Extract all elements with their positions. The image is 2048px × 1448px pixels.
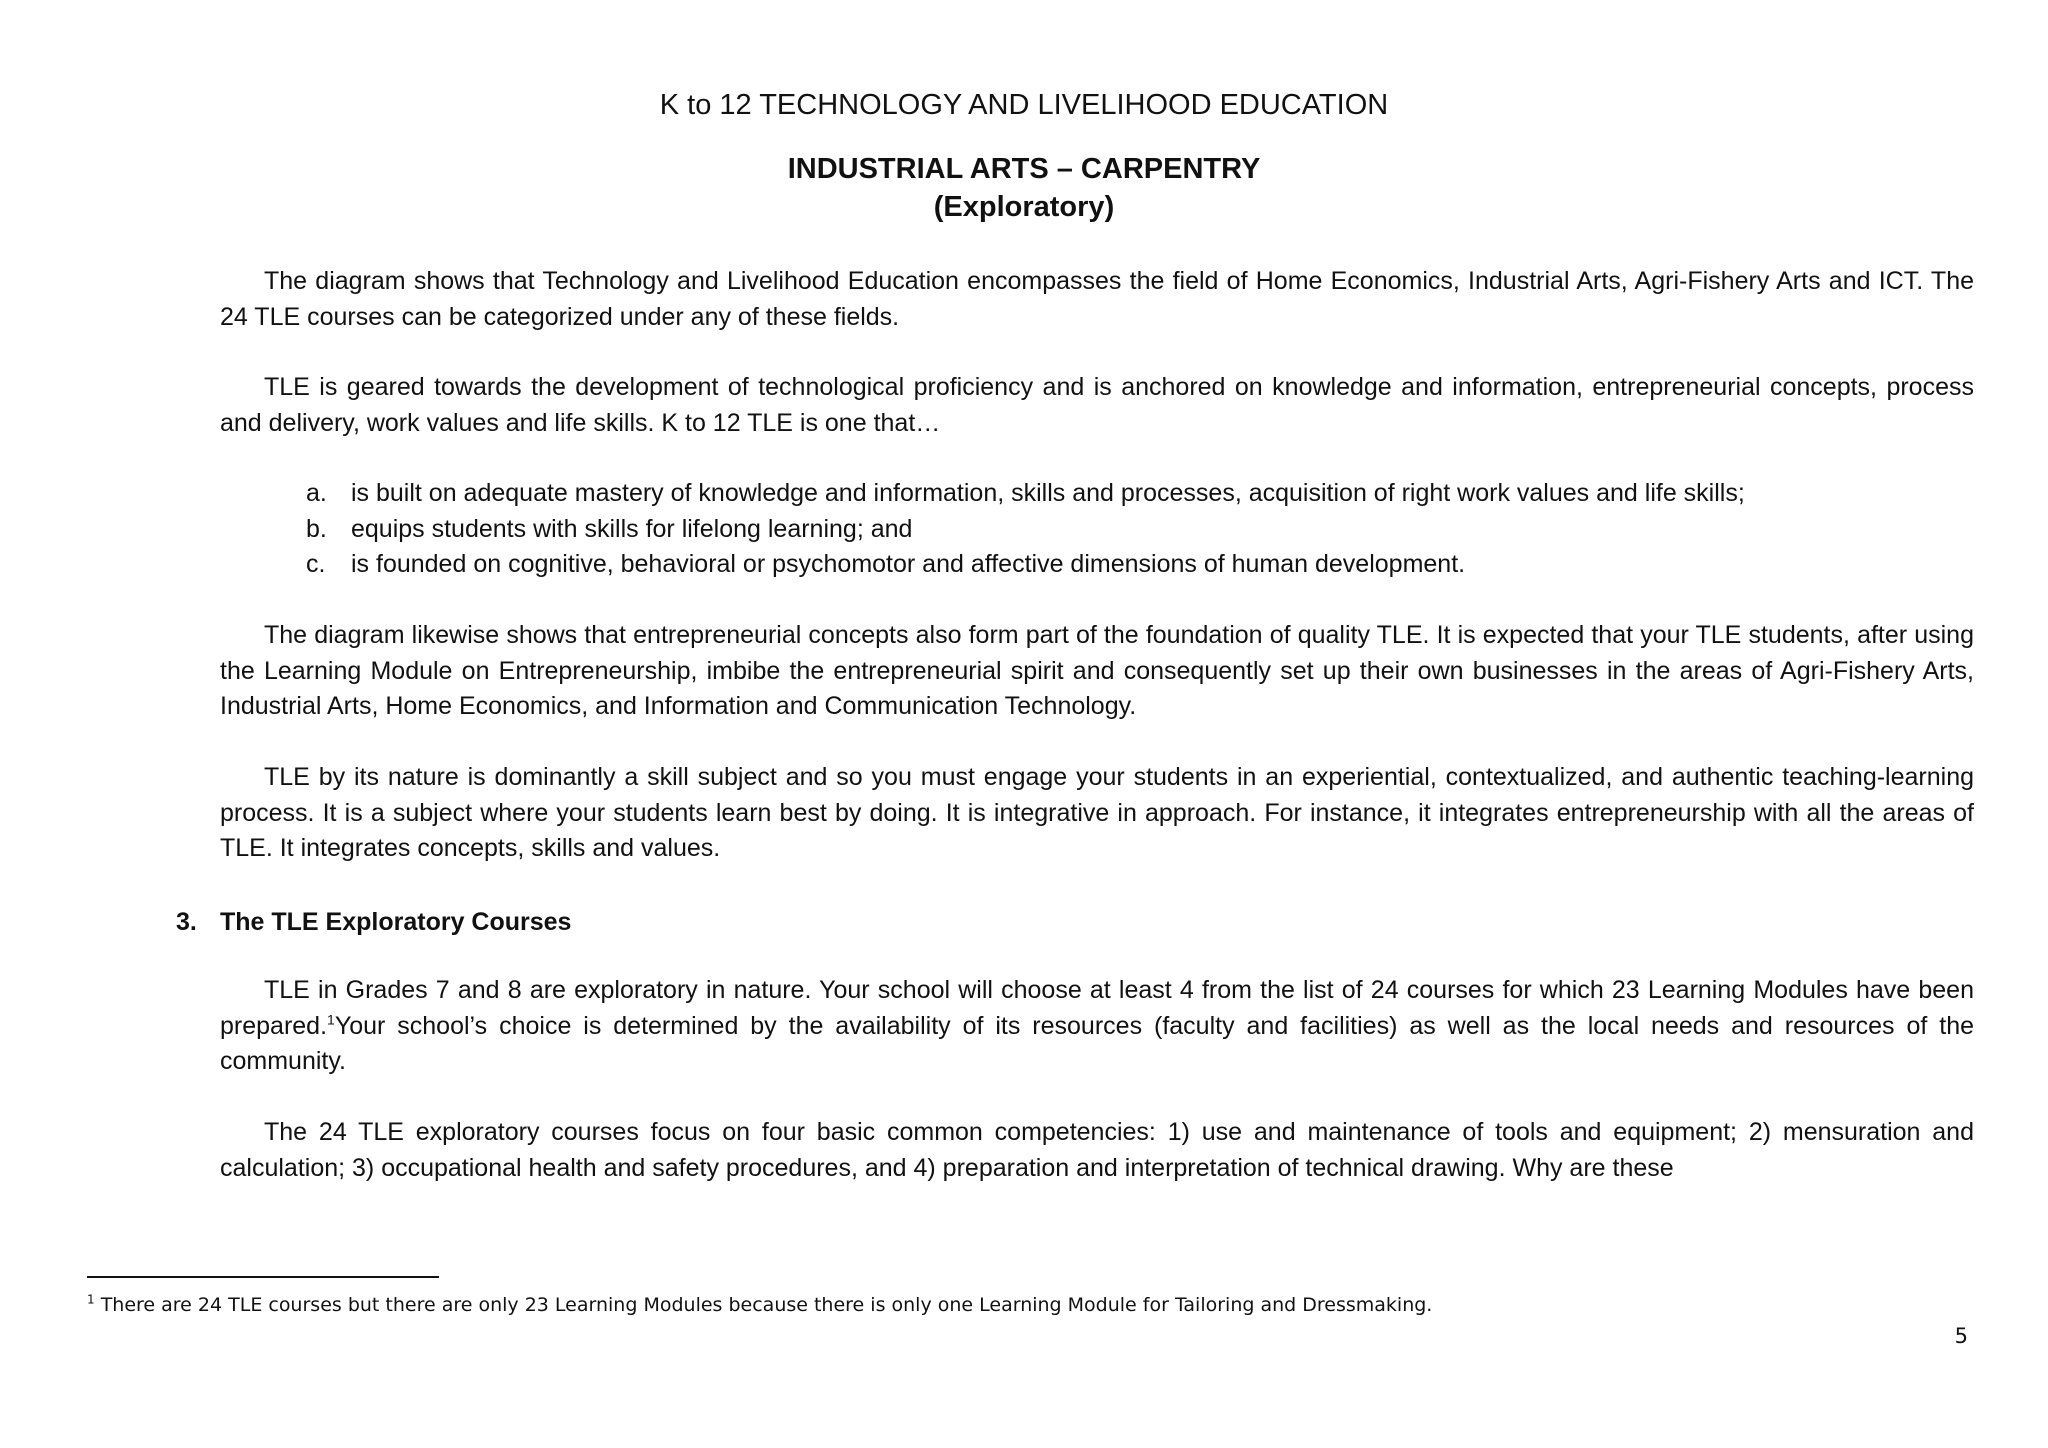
- paragraph-3: The diagram likewise shows that entrepreneurial concepts also form part of the foundation of quality TLE. It is expected that your TLE students, after using the Learning Module on Entrepreneurship, imbibe the entrepreneurial spirit and consequently set up their own businesses in the areas of Agri-Fishery Arts, Industrial Arts, Home Economics, and Information and Communication Technology.: [220, 621, 1974, 720]
- section-title: The TLE Exploratory Courses: [220, 908, 572, 936]
- subtitle-line-1: INDUSTRIAL ARTS – CARPENTRY: [787, 153, 1261, 185]
- paragraph-5: [220, 973, 1974, 1080]
- document-title: K to 12 TECHNOLOGY AND LIVELIHOOD EDUCATION: [659, 89, 1389, 121]
- paragraph-5-block: [220, 973, 1974, 1080]
- paragraph-2: TLE is geared towards the development of technological proficiency and is anchored on knowledge and information, entrepreneurial concepts, process and delivery, work values and life skills. K to 12 TLE is one that…: [220, 373, 1974, 437]
- page-number: 5: [1954, 1324, 1968, 1348]
- list-item: [306, 476, 1966, 512]
- list-item-text: is founded on cognitive, behavioral or psychomotor and affective dimensions of human development.: [351, 550, 1466, 578]
- characteristics-list: [306, 476, 1966, 583]
- list-marker: a.: [306, 479, 327, 507]
- section-number: 3.: [176, 908, 197, 936]
- list-item-text: equips students with skills for lifelong learning; and: [351, 514, 913, 543]
- footnote-marker: 1: [87, 1292, 95, 1307]
- paragraph-1: The diagram shows that Technology and Livelihood Education encompasses the field of Home Economics, Industrial Arts, Agri-Fishery Arts and ICT. The 24 TLE courses can be categorized under any of these fields.: [220, 267, 1974, 331]
- paragraph-4-block: [220, 760, 1974, 867]
- paragraph-3-block: [220, 618, 1974, 725]
- paragraph-5-part-1: TLE in Grades 7 and 8 are exploratory in nature. Your school will choose at least 4 from the list of 24 courses for which 23 Learning Modules have been prepared.: [220, 976, 1974, 1040]
- document-subtitle: [0, 150, 2048, 226]
- list-item-text: is built on adequate mastery of knowledge and information, skills and processes, acquisition of right work values and life skills;: [351, 479, 1745, 507]
- footnote-divider: [87, 1276, 439, 1278]
- paragraph-2-block: [220, 370, 1974, 441]
- list-marker: c.: [306, 550, 326, 578]
- list-item: [306, 512, 1966, 548]
- section-heading: [176, 905, 571, 940]
- paragraph-6: The 24 TLE exploratory courses focus on four basic common competencies: 1) use and maintenance of tools and equipment; 2) mensuration and calculation; 3) occupational health and safety procedures, and 4) preparation and interpretation of technical drawing. Why are these: [220, 1118, 1974, 1182]
- paragraph-4: TLE by its nature is dominantly a skill subject and so you must engage your students in an experiential, contextualized, and authentic teaching-learning process. It is a subject where your students learn best by doing. It is integrative in approach. For instance, it integrates entrepreneurship with all the areas of TLE. It integrates concepts, skills and values.: [220, 763, 1974, 862]
- paragraph-6-block: [220, 1115, 1974, 1186]
- subtitle-line-2: (Exploratory): [933, 191, 1115, 223]
- list-marker: b.: [306, 514, 327, 543]
- footnote-text: There are 24 TLE courses but there are only 23 Learning Modules because there is only one Learning Module for Tailoring and Dressmaking.: [100, 1294, 1433, 1316]
- footnote: [87, 1292, 1432, 1318]
- paragraph-1-block: [220, 264, 1974, 335]
- list-item: [306, 547, 1966, 583]
- paragraph-5-part-2: Your school’s choice is determined by the availability of its resources (faculty and facilities) as well as the local needs and resources of the community.: [220, 1011, 1974, 1075]
- footnote-reference[interactable]: 1: [327, 1011, 335, 1028]
